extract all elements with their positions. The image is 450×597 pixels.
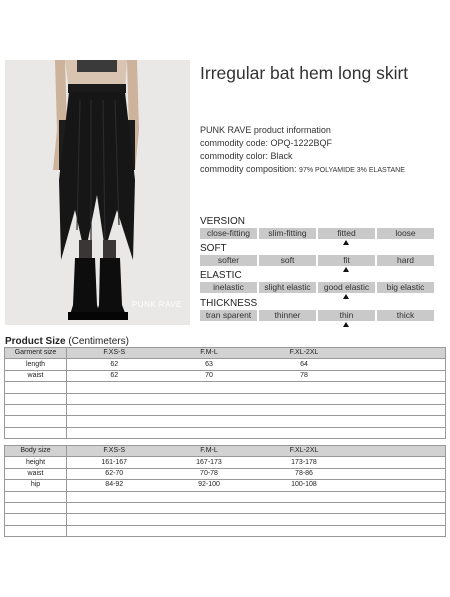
color-line: commodity color: Black [200, 151, 293, 161]
table-cell [5, 404, 67, 415]
scale-option: thick [377, 310, 434, 321]
garment-size-table [4, 347, 446, 439]
table-cell [162, 404, 257, 415]
table-cell [352, 468, 446, 479]
table-cell: waist [5, 370, 67, 381]
table-cell [5, 491, 67, 502]
table-cell: 64 [257, 359, 352, 370]
table-cell: 62-70 [67, 468, 162, 479]
header-cell: F.XL-2XL [257, 446, 352, 457]
product-info [200, 124, 405, 177]
table-cell [67, 502, 162, 513]
table-cell: height [5, 457, 67, 468]
header-cell: F.XL-2XL [257, 348, 352, 359]
table-cell [257, 393, 352, 404]
table-cell: 173-178 [257, 457, 352, 468]
table-header-row [5, 348, 446, 359]
header-cell [352, 348, 446, 359]
table-cell: 62 [67, 359, 162, 370]
table-cell [162, 416, 257, 427]
table-cell [257, 525, 352, 536]
table-row [5, 468, 446, 479]
table-cell [162, 502, 257, 513]
attribute-scale [200, 255, 434, 266]
table-cell [67, 514, 162, 525]
attribute-label: THICKNESS [200, 298, 258, 309]
table-cell [352, 502, 446, 513]
header-cell: Garment size [5, 348, 67, 359]
table-row [5, 502, 446, 513]
table-cell: 70 [162, 370, 257, 381]
table-cell: 63 [162, 359, 257, 370]
table-row [5, 370, 446, 381]
photo-watermark: PUNK RAVE [131, 300, 182, 309]
table-cell [67, 416, 162, 427]
scale-option: thin [318, 310, 375, 321]
table-cell [352, 491, 446, 502]
table-row [5, 491, 446, 502]
table-row [5, 480, 446, 491]
table-cell [162, 514, 257, 525]
table-row [5, 514, 446, 525]
table-row [5, 416, 446, 427]
table-cell [257, 491, 352, 502]
scale-option: loose [377, 228, 434, 239]
header-cell: F.XS-S [67, 348, 162, 359]
scale-option: slight elastic [259, 282, 316, 293]
table-cell [5, 525, 67, 536]
table-cell [67, 525, 162, 536]
attribute-scale [200, 228, 434, 239]
table-cell [257, 514, 352, 525]
model-silhouette [5, 60, 190, 325]
table-row [5, 525, 446, 536]
scale-option: softer [200, 255, 257, 266]
composition-value: 97% POLYAMIDE 3% ELASTANE [299, 167, 405, 174]
table-cell [5, 502, 67, 513]
scale-option: soft [259, 255, 316, 266]
table-cell [257, 382, 352, 393]
table-cell [67, 404, 162, 415]
product-size-title [5, 336, 129, 347]
product-title: Irregular bat hem long skirt [200, 63, 409, 83]
table-cell [5, 514, 67, 525]
header-cell: F.M-L [162, 348, 257, 359]
header-cell: F.M-L [162, 446, 257, 457]
table-row [5, 457, 446, 468]
attribute-2 [200, 270, 434, 300]
table-cell [352, 404, 446, 415]
table-cell [162, 393, 257, 404]
scale-option: slim-fitting [259, 228, 316, 239]
scale-option: tran sparent [200, 310, 257, 321]
attribute-scale [200, 282, 434, 293]
table-cell [5, 416, 67, 427]
table-cell [257, 427, 352, 438]
table-cell [352, 514, 446, 525]
brand-line: PUNK RAVE product information [200, 125, 331, 135]
table-row [5, 393, 446, 404]
table-row [5, 382, 446, 393]
table-row [5, 359, 446, 370]
table-cell [352, 359, 446, 370]
table-cell: 100-108 [257, 480, 352, 491]
body-size-table [4, 445, 446, 537]
table-cell: length [5, 359, 67, 370]
attribute-1 [200, 243, 434, 273]
table-cell: 78-86 [257, 468, 352, 479]
table-cell: 167-173 [162, 457, 257, 468]
header-cell: Body size [5, 446, 67, 457]
table-cell [5, 393, 67, 404]
scale-option: good elastic [318, 282, 375, 293]
table-cell: 84-92 [67, 480, 162, 491]
table-cell [352, 480, 446, 491]
table-header-row [5, 446, 446, 457]
scale-option: hard [377, 255, 434, 266]
scale-option: thinner [259, 310, 316, 321]
attribute-scale [200, 310, 434, 321]
table-cell [5, 382, 67, 393]
composition-line [200, 163, 405, 177]
attribute-0 [200, 216, 434, 246]
table-cell: waist [5, 468, 67, 479]
scale-option: inelastic [200, 282, 257, 293]
scale-option: fitted [318, 228, 375, 239]
scale-option: close-fitting [200, 228, 257, 239]
table-cell [257, 502, 352, 513]
selection-marker-row [200, 321, 434, 328]
table-row [5, 404, 446, 415]
table-cell [162, 427, 257, 438]
table-cell [162, 382, 257, 393]
composition-label: commodity composition: [200, 164, 300, 174]
table-cell: hip [5, 480, 67, 491]
table-cell [352, 393, 446, 404]
product-size-label: Product Size [5, 336, 66, 347]
table-cell [67, 382, 162, 393]
header-cell [352, 446, 446, 457]
scale-option: fit [318, 255, 375, 266]
table-cell [352, 525, 446, 536]
table-cell [352, 427, 446, 438]
table-cell: 92-100 [162, 480, 257, 491]
table-cell: 78 [257, 370, 352, 381]
table-cell [162, 525, 257, 536]
table-cell [162, 491, 257, 502]
table-cell: 62 [67, 370, 162, 381]
product-photo [5, 60, 190, 325]
code-line: commodity code: OPQ-1222BQF [200, 138, 333, 148]
table-cell [257, 416, 352, 427]
selected-triangle-icon [343, 322, 349, 327]
header-cell: F.XS-S [67, 446, 162, 457]
table-cell [257, 404, 352, 415]
table-cell [352, 416, 446, 427]
table-cell [352, 370, 446, 381]
table-cell: 70-78 [162, 468, 257, 479]
table-cell [67, 393, 162, 404]
table-cell [352, 457, 446, 468]
scale-option: big elastic [377, 282, 434, 293]
table-cell [67, 491, 162, 502]
table-cell [352, 382, 446, 393]
product-size-unit: (Centimeters) [65, 336, 129, 347]
attribute-label: VERSION [200, 216, 246, 227]
attribute-label: ELASTIC [200, 270, 242, 281]
table-cell [67, 427, 162, 438]
table-row [5, 427, 446, 438]
attribute-3 [200, 298, 434, 328]
attribute-label: SOFT [200, 243, 227, 254]
table-cell [5, 427, 67, 438]
table-cell: 161-167 [67, 457, 162, 468]
